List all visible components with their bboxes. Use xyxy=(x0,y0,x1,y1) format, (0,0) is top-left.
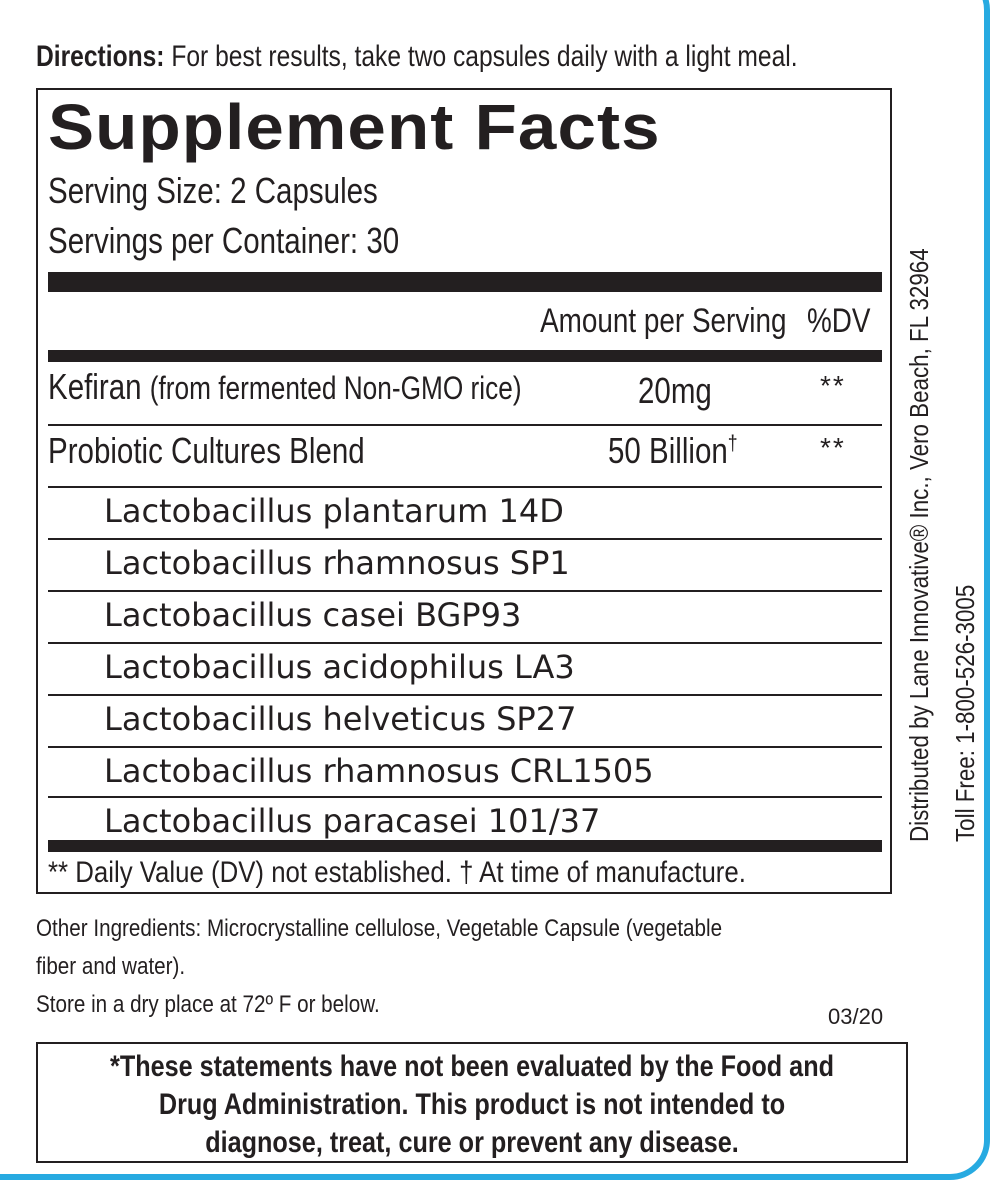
thick-divider xyxy=(48,272,882,292)
nutrient-row-probiotic-blend xyxy=(48,430,365,472)
distributor-text: Distributed by Lane Innovative® Inc., Vero Beach, FL 32964 xyxy=(904,248,934,843)
fda-disclaimer xyxy=(36,1042,908,1163)
row-divider xyxy=(48,796,882,798)
disclaimer-line: diagnose, treat, cure or prevent any disease. xyxy=(205,1126,739,1159)
strain-item: Lactobacillus casei BGP93 xyxy=(104,596,522,634)
row-divider xyxy=(48,486,882,488)
row-divider xyxy=(48,424,882,426)
panel-title: Supplement Facts xyxy=(48,91,661,163)
strain-item: Lactobacillus plantarum 14D xyxy=(104,492,564,530)
supplement-facts-panel xyxy=(36,88,892,894)
strain-item: Lactobacillus acidophilus LA3 xyxy=(104,648,575,686)
dagger-mark: † xyxy=(727,430,738,455)
strain-item: Lactobacillus helveticus SP27 xyxy=(104,700,577,738)
storage-instructions: Store in a dry place at 72º F or below. xyxy=(36,991,380,1018)
nutrient-amount: 20mg xyxy=(638,370,712,411)
strain-item: Lactobacillus rhamnosus SP1 xyxy=(104,544,570,582)
ingredients-line: fiber and water). xyxy=(36,953,186,980)
column-header-amount: Amount per Serving xyxy=(539,302,786,340)
directions-label: Directions: xyxy=(36,40,165,73)
row-divider xyxy=(48,538,882,540)
disclaimer-line: *These statements have not been evaluated by the Food and xyxy=(110,1050,834,1083)
nutrient-note: (from fermented Non-GMO rice) xyxy=(149,370,522,406)
row-divider xyxy=(48,590,882,592)
directions-text: For best results, take two capsules daily with a light meal. xyxy=(171,40,798,73)
nutrient-name: Probiotic Cultures Blend xyxy=(48,430,365,471)
servings-per-container: Servings per Container: 30 xyxy=(48,220,400,261)
row-divider xyxy=(48,746,882,748)
dv-footnote: ** Daily Value (DV) not established. † At time of manufacture. xyxy=(48,856,746,889)
amount-value: 50 Billion xyxy=(608,430,728,471)
strain-item: Lactobacillus paracasei 101/37 xyxy=(104,802,601,840)
other-ingredients xyxy=(36,910,876,1024)
bottom-divider xyxy=(48,840,882,852)
nutrient-row-kefiran xyxy=(48,366,522,408)
nutrient-name: Kefiran xyxy=(48,366,142,407)
nutrient-dv: ** xyxy=(820,370,846,401)
date-code: 03/20 xyxy=(828,1004,884,1029)
disclaimer-line: Drug Administration. This product is not intended to xyxy=(158,1088,786,1121)
serving-size: Serving Size: 2 Capsules xyxy=(48,170,378,211)
nutrient-dv: ** xyxy=(820,432,846,463)
medium-divider xyxy=(48,350,882,362)
directions xyxy=(36,40,798,74)
row-divider xyxy=(48,642,882,644)
toll-free-text: Toll Free: 1-800-526-3005 xyxy=(950,584,980,842)
column-header-dv: %DV xyxy=(806,302,870,340)
strain-item: Lactobacillus rhamnosus CRL1505 xyxy=(104,752,654,790)
row-divider xyxy=(48,694,882,696)
ingredients-line: Other Ingredients: Microcrystalline cellulose, Vegetable Capsule (vegetable xyxy=(36,915,723,942)
nutrient-amount xyxy=(608,430,738,472)
